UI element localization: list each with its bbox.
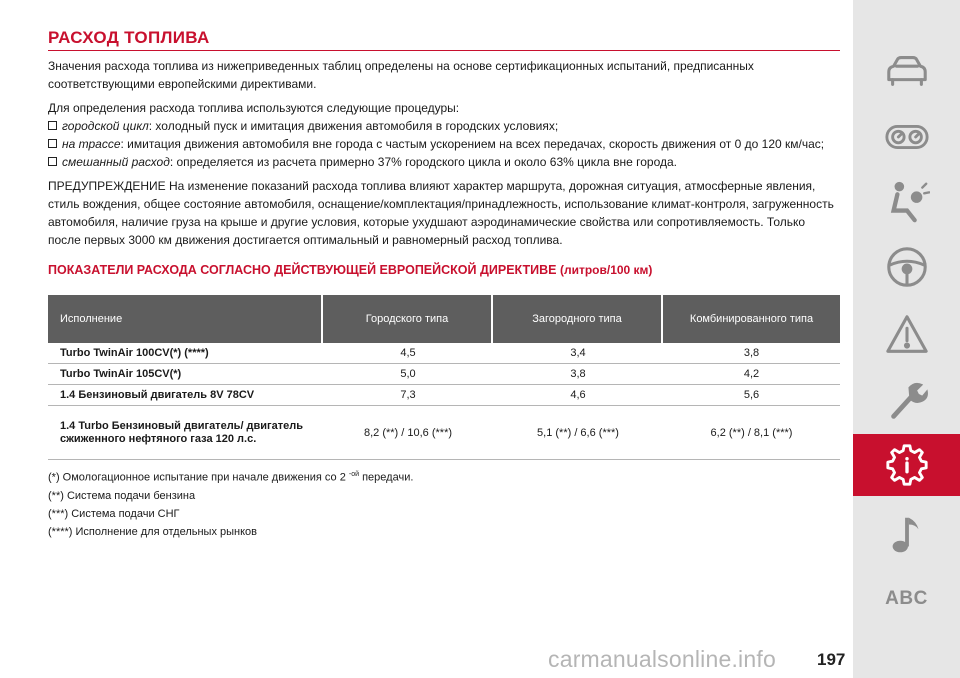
dashboard-gauges-icon: [884, 114, 930, 160]
footnote: (**) Система подачи бензина: [48, 489, 196, 502]
section-unit: (литров/100 км): [559, 263, 653, 277]
page-number: 197: [817, 650, 846, 669]
sidebar-item-emergency[interactable]: [853, 304, 960, 366]
table-cell: 3,4: [493, 343, 663, 364]
table-cell: Turbo TwinAir 105CV(*): [48, 364, 323, 385]
sidebar-item-index[interactable]: [853, 568, 960, 630]
sidebar-item-maintenance[interactable]: [853, 370, 960, 432]
abc-label: ABC: [885, 588, 928, 609]
music-note-icon: [884, 512, 930, 558]
table-header: Загородного типа: [493, 295, 663, 343]
sidebar-item-multimedia[interactable]: [853, 504, 960, 566]
warning-paragraph: ПРЕДУПРЕЖДЕНИЕ На изменение показаний расхода топлива влияют характер маршрута, дорожная ситуация, атмосферные явления, стиль вождения, общее состояние автомобиля, оснащение/комплектация/принадлежность, использование климат-контроля, загруженность автомобиля, наличие груза на крыше и другие условия, которые ухудшают аэродинамические свойства или сопротивляемость. Только после первых 3000 км движения достигается оптимальный и равномерный расход топлива.: [48, 179, 834, 247]
fuel-consumption-table: [48, 295, 840, 460]
table-cell: 7,3: [323, 385, 493, 406]
table-cell: 8,2 (**) / 10,6 (***): [323, 406, 493, 460]
table-cell: 1.4 Бензиновый двигатель 8V 78CV: [48, 385, 323, 406]
checkbox-bullet-icon: [48, 121, 57, 130]
footnote: (***) Система подачи СНГ: [48, 507, 180, 520]
footnote: (*) Омологационное испытание при начале движения со 2 $^{-ой}$ передачи.: [48, 471, 414, 484]
table-header: Исполнение: [48, 295, 323, 343]
page-title: РАСХОД ТОПЛИВА: [48, 28, 840, 51]
steering-wheel-icon: [884, 244, 930, 290]
table-cell: 5,0: [323, 364, 493, 385]
table-cell: Turbo TwinAir 100CV(*) (****): [48, 343, 323, 364]
table-row: [48, 385, 840, 406]
sidebar-item-car[interactable]: [853, 40, 960, 102]
sidebar-item-technical-data[interactable]: [853, 434, 960, 496]
footnote: (****) Исполнение для отдельных рынков: [48, 525, 257, 538]
chapter-sidebar: [853, 0, 960, 678]
sidebar-item-safety[interactable]: [853, 170, 960, 232]
table-row: [48, 364, 840, 385]
section-title: ПОКАЗАТЕЛИ РАСХОДА СОГЛАСНО ДЕЙСТВУЮЩЕЙ ЕВРОПЕЙСКОЙ ДИРЕКТИВЕ (литров/100 км): [48, 263, 653, 277]
table-cell: 5,1 (**) / 6,6 (***): [493, 406, 663, 460]
table-cell: 3,8: [663, 343, 840, 364]
sidebar-item-dashboard[interactable]: [853, 106, 960, 168]
intro-paragraph: Значения расхода топлива из нижеприведенных таблиц определены на основе сертификационных испытаний, предписанных соответствующими европейскими директивами.: [48, 59, 754, 91]
procedures-intro: Для определения расхода топлива используются следующие процедуры:: [48, 101, 460, 115]
table-cell: 5,6: [663, 385, 840, 406]
table-cell: 4,5: [323, 343, 493, 364]
sidebar-item-driving[interactable]: [853, 236, 960, 298]
list-item: городской цикл: холодный пуск и имитация движения автомобиля в городских условиях;: [48, 117, 840, 135]
checkbox-bullet-icon: [48, 157, 57, 166]
table-cell: 6,2 (**) / 8,1 (***): [663, 406, 840, 460]
table-cell: 4,2: [663, 364, 840, 385]
table-row: [48, 406, 840, 460]
page-content: [48, 28, 840, 541]
table-cell: 4,6: [493, 385, 663, 406]
gear-info-icon: [884, 442, 930, 488]
warning-triangle-icon: [884, 312, 930, 358]
procedure-list: [48, 117, 840, 171]
footnotes: [48, 466, 840, 541]
car-icon: [884, 48, 930, 94]
list-item: смешанный расход: определяется из расчета примерно 37% городского цикла и около 63% цикла вне города.: [48, 153, 840, 171]
watermark: carmanualsonline.info: [548, 646, 776, 672]
table-header: Городского типа: [323, 295, 493, 343]
list-item: на трассе: имитация движения автомобиля вне города с частым ускорением на всех передачах, скорость движения от 0 до 120 км/час;: [48, 135, 840, 153]
airbag-seat-icon: [884, 178, 930, 224]
table-header: Комбинированного типа: [663, 295, 840, 343]
checkbox-bullet-icon: [48, 139, 57, 148]
table-row: [48, 343, 840, 364]
wrench-icon: [884, 378, 930, 424]
table-cell: 3,8: [493, 364, 663, 385]
table-cell: 1.4 Turbo Бензиновый двигатель/ двигатель сжиженного нефтяного газа 120 л.с.: [48, 406, 323, 460]
